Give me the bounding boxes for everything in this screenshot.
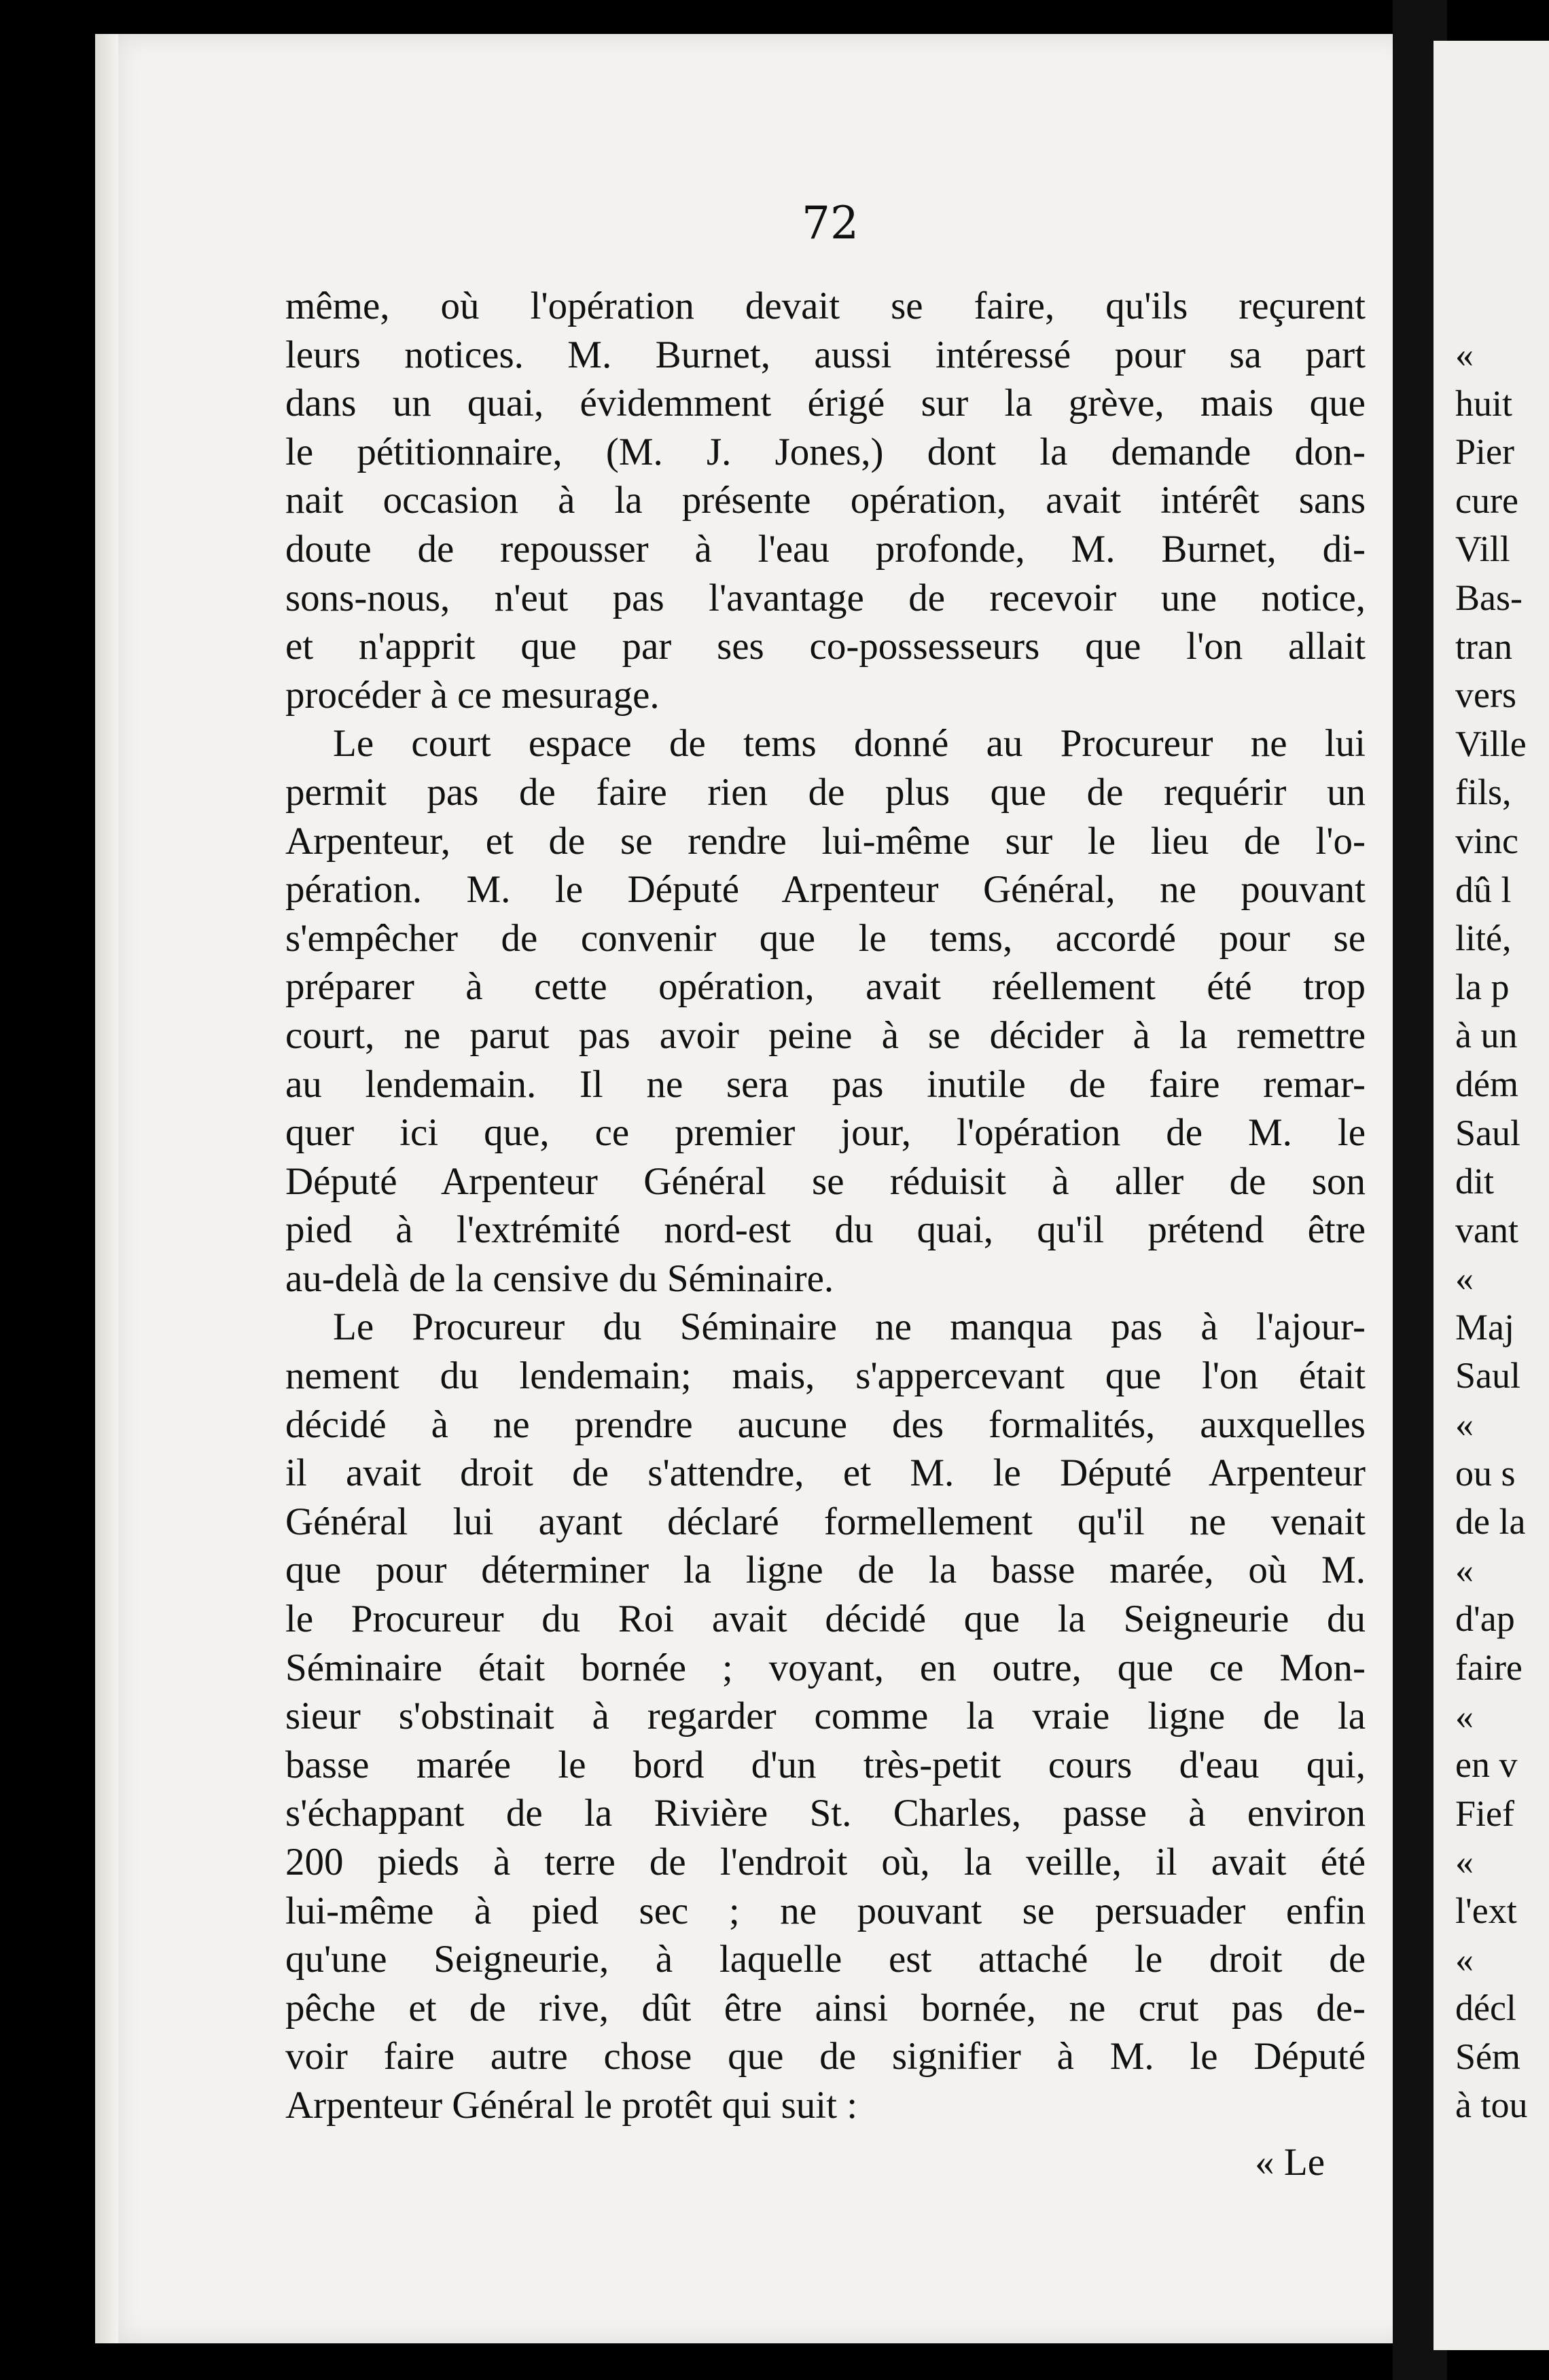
text-line: et n'apprit que par ses co-possesseurs que l'on allait	[285, 625, 1366, 668]
text-line: pération. M. le Député Arpenteur Général, ne pouvant	[285, 868, 1366, 912]
text-line: procéder à ce mesurage.	[285, 673, 660, 717]
facing-fragment: «	[1455, 1841, 1474, 1883]
paragraph-2	[285, 719, 1366, 1303]
facing-fragment: fils,	[1455, 772, 1512, 813]
facing-fragment: de la	[1455, 1501, 1526, 1543]
body-text	[285, 282, 1366, 2186]
text-line: s'empêcher de convenir que le tems, accordé pour se	[285, 916, 1366, 960]
text-line: que pour déterminer la ligne de la basse marée, où M.	[285, 1549, 1366, 1592]
facing-fragment: Bas-	[1455, 577, 1523, 618]
text-line: au lendemain. Il ne sera pas inutile de faire remar-	[285, 1062, 1366, 1106]
text-line: 200 pieds à terre de l'endroit où, la veille, il avait été	[285, 1841, 1366, 1883]
text-line: s'échappant de la Rivière St. Charles, passe à environ	[285, 1792, 1366, 1835]
text-line: il avait droit de s'attendre, et M. le Député Arpenteur	[285, 1452, 1366, 1495]
catchword: « Le	[1255, 2140, 1325, 2184]
text-line: Député Arpenteur Général se réduisit à aller de son	[285, 1159, 1366, 1203]
facing-fragment: «	[1455, 1258, 1474, 1299]
text-line: le Procureur du Roi avait décidé que la Seigneurie du	[285, 1598, 1366, 1641]
facing-fragment: vinc	[1455, 820, 1518, 861]
facing-fragment: Sém	[1455, 2036, 1521, 2077]
text-line: voir faire autre chose que de signifier à M. le Député	[285, 2035, 1366, 2078]
facing-fragment: Saul	[1455, 1355, 1521, 1396]
text-line: Séminaire était bornée ; voyant, en outre, que ce Mon-	[285, 1646, 1366, 1689]
text-line: Le Procureur du Séminaire ne manqua pas à l'ajour-	[333, 1305, 1366, 1349]
text-line: basse marée le bord d'un très-petit cours d'eau qui,	[285, 1743, 1366, 1786]
facing-fragment: huit	[1455, 382, 1513, 424]
text-line: dans un quai, évidemment érigé sur la grève, mais que	[285, 382, 1366, 425]
text-line: qu'une Seigneurie, à laquelle est attaché le droit de	[285, 1938, 1366, 1981]
text-line: sons-nous, n'eut pas l'avantage de recevoir une notice,	[285, 576, 1366, 619]
facing-fragment: dû l	[1455, 869, 1512, 910]
facing-page-text	[1455, 331, 1527, 2130]
text-line: même, où l'opération devait se faire, qu'ils reçurent	[285, 285, 1366, 327]
facing-fragment: Pier	[1455, 431, 1514, 473]
text-line: préparer à cette opération, avait réellement été trop	[285, 965, 1366, 1009]
text-line: pied à l'extrémité nord-est du quai, qu'il prétend être	[285, 1208, 1366, 1252]
facing-fragment: Maj	[1455, 1306, 1514, 1348]
facing-fragment: «	[1455, 1939, 1474, 1980]
paragraph-1	[285, 282, 1366, 719]
paragraph-3	[285, 1303, 1366, 2129]
facing-fragment: «	[1455, 334, 1474, 375]
facing-fragment: «	[1455, 1549, 1474, 1591]
text-line: doute de repousser à l'eau profonde, M. Burnet, di-	[285, 527, 1366, 571]
facing-fragment: dém	[1455, 1063, 1518, 1104]
facing-fragment: dit	[1455, 1161, 1495, 1202]
facing-fragment: Fief	[1455, 1792, 1514, 1834]
text-line: le pétitionnaire, (M. J. Jones,) dont la demande don-	[285, 430, 1366, 473]
text-line: Arpenteur, et de se rendre lui-même sur le lieu de l'o-	[285, 819, 1366, 863]
facing-fragment: ou s	[1455, 1452, 1516, 1494]
facing-fragment: en v	[1455, 1744, 1518, 1786]
text-line: pêche et de rive, dût être ainsi bornée, ne crut pas de-	[285, 1986, 1366, 2030]
facing-fragment: la p	[1455, 966, 1510, 1007]
facing-fragment: cure	[1455, 480, 1518, 521]
text-line: Arpenteur Général le protêt qui suit :	[285, 2083, 858, 2127]
facing-fragment: décl	[1455, 1987, 1516, 2029]
facing-fragment: faire	[1455, 1647, 1523, 1689]
text-line: court, ne parut pas avoir peine à se décider à la remettre	[285, 1013, 1366, 1057]
text-line: quer ici que, ce premier jour, l'opération de M. le	[285, 1111, 1366, 1155]
text-line: sieur s'obstinait à regarder comme la vraie ligne de la	[285, 1695, 1366, 1738]
facing-fragment: à un	[1455, 1015, 1518, 1056]
text-line: décidé à ne prendre aucune des formalités, auxquelles	[285, 1403, 1366, 1446]
facing-fragment: Saul	[1455, 1112, 1521, 1153]
facing-fragment: tran	[1455, 626, 1512, 667]
text-line: Général lui ayant déclaré formellement qu'il ne venait	[285, 1500, 1366, 1543]
facing-fragment: l'ext	[1455, 1890, 1517, 1931]
text-line: au-delà de la censive du Séminaire.	[285, 1257, 834, 1300]
text-line: nement du lendemain; mais, s'appercevant que l'on était	[285, 1354, 1366, 1398]
text-line: permit pas de faire rien de plus que de requérir un	[285, 770, 1366, 814]
facing-fragment: «	[1455, 1695, 1474, 1737]
facing-fragment: à tou	[1455, 2085, 1528, 2126]
facing-fragment: Ville	[1455, 723, 1527, 764]
text-line: lui-même à pied sec ; ne pouvant se persuader enfin	[285, 1889, 1366, 1932]
facing-fragment: «	[1455, 1404, 1474, 1445]
facing-fragment: vant	[1455, 1209, 1518, 1250]
text-line: Le court espace de tems donné au Procureur ne lui	[333, 722, 1366, 765]
facing-fragment: vers	[1455, 674, 1516, 716]
text-line: leurs notices. M. Burnet, aussi intéressé pour sa part	[285, 333, 1366, 376]
page-number: 72	[802, 197, 859, 249]
facing-fragment: lité,	[1455, 918, 1512, 959]
facing-fragment: Vill	[1455, 528, 1510, 570]
text-line: nait occasion à la présente opération, avait intérêt sans	[285, 479, 1366, 522]
facing-fragment: d'ap	[1455, 1598, 1515, 1640]
